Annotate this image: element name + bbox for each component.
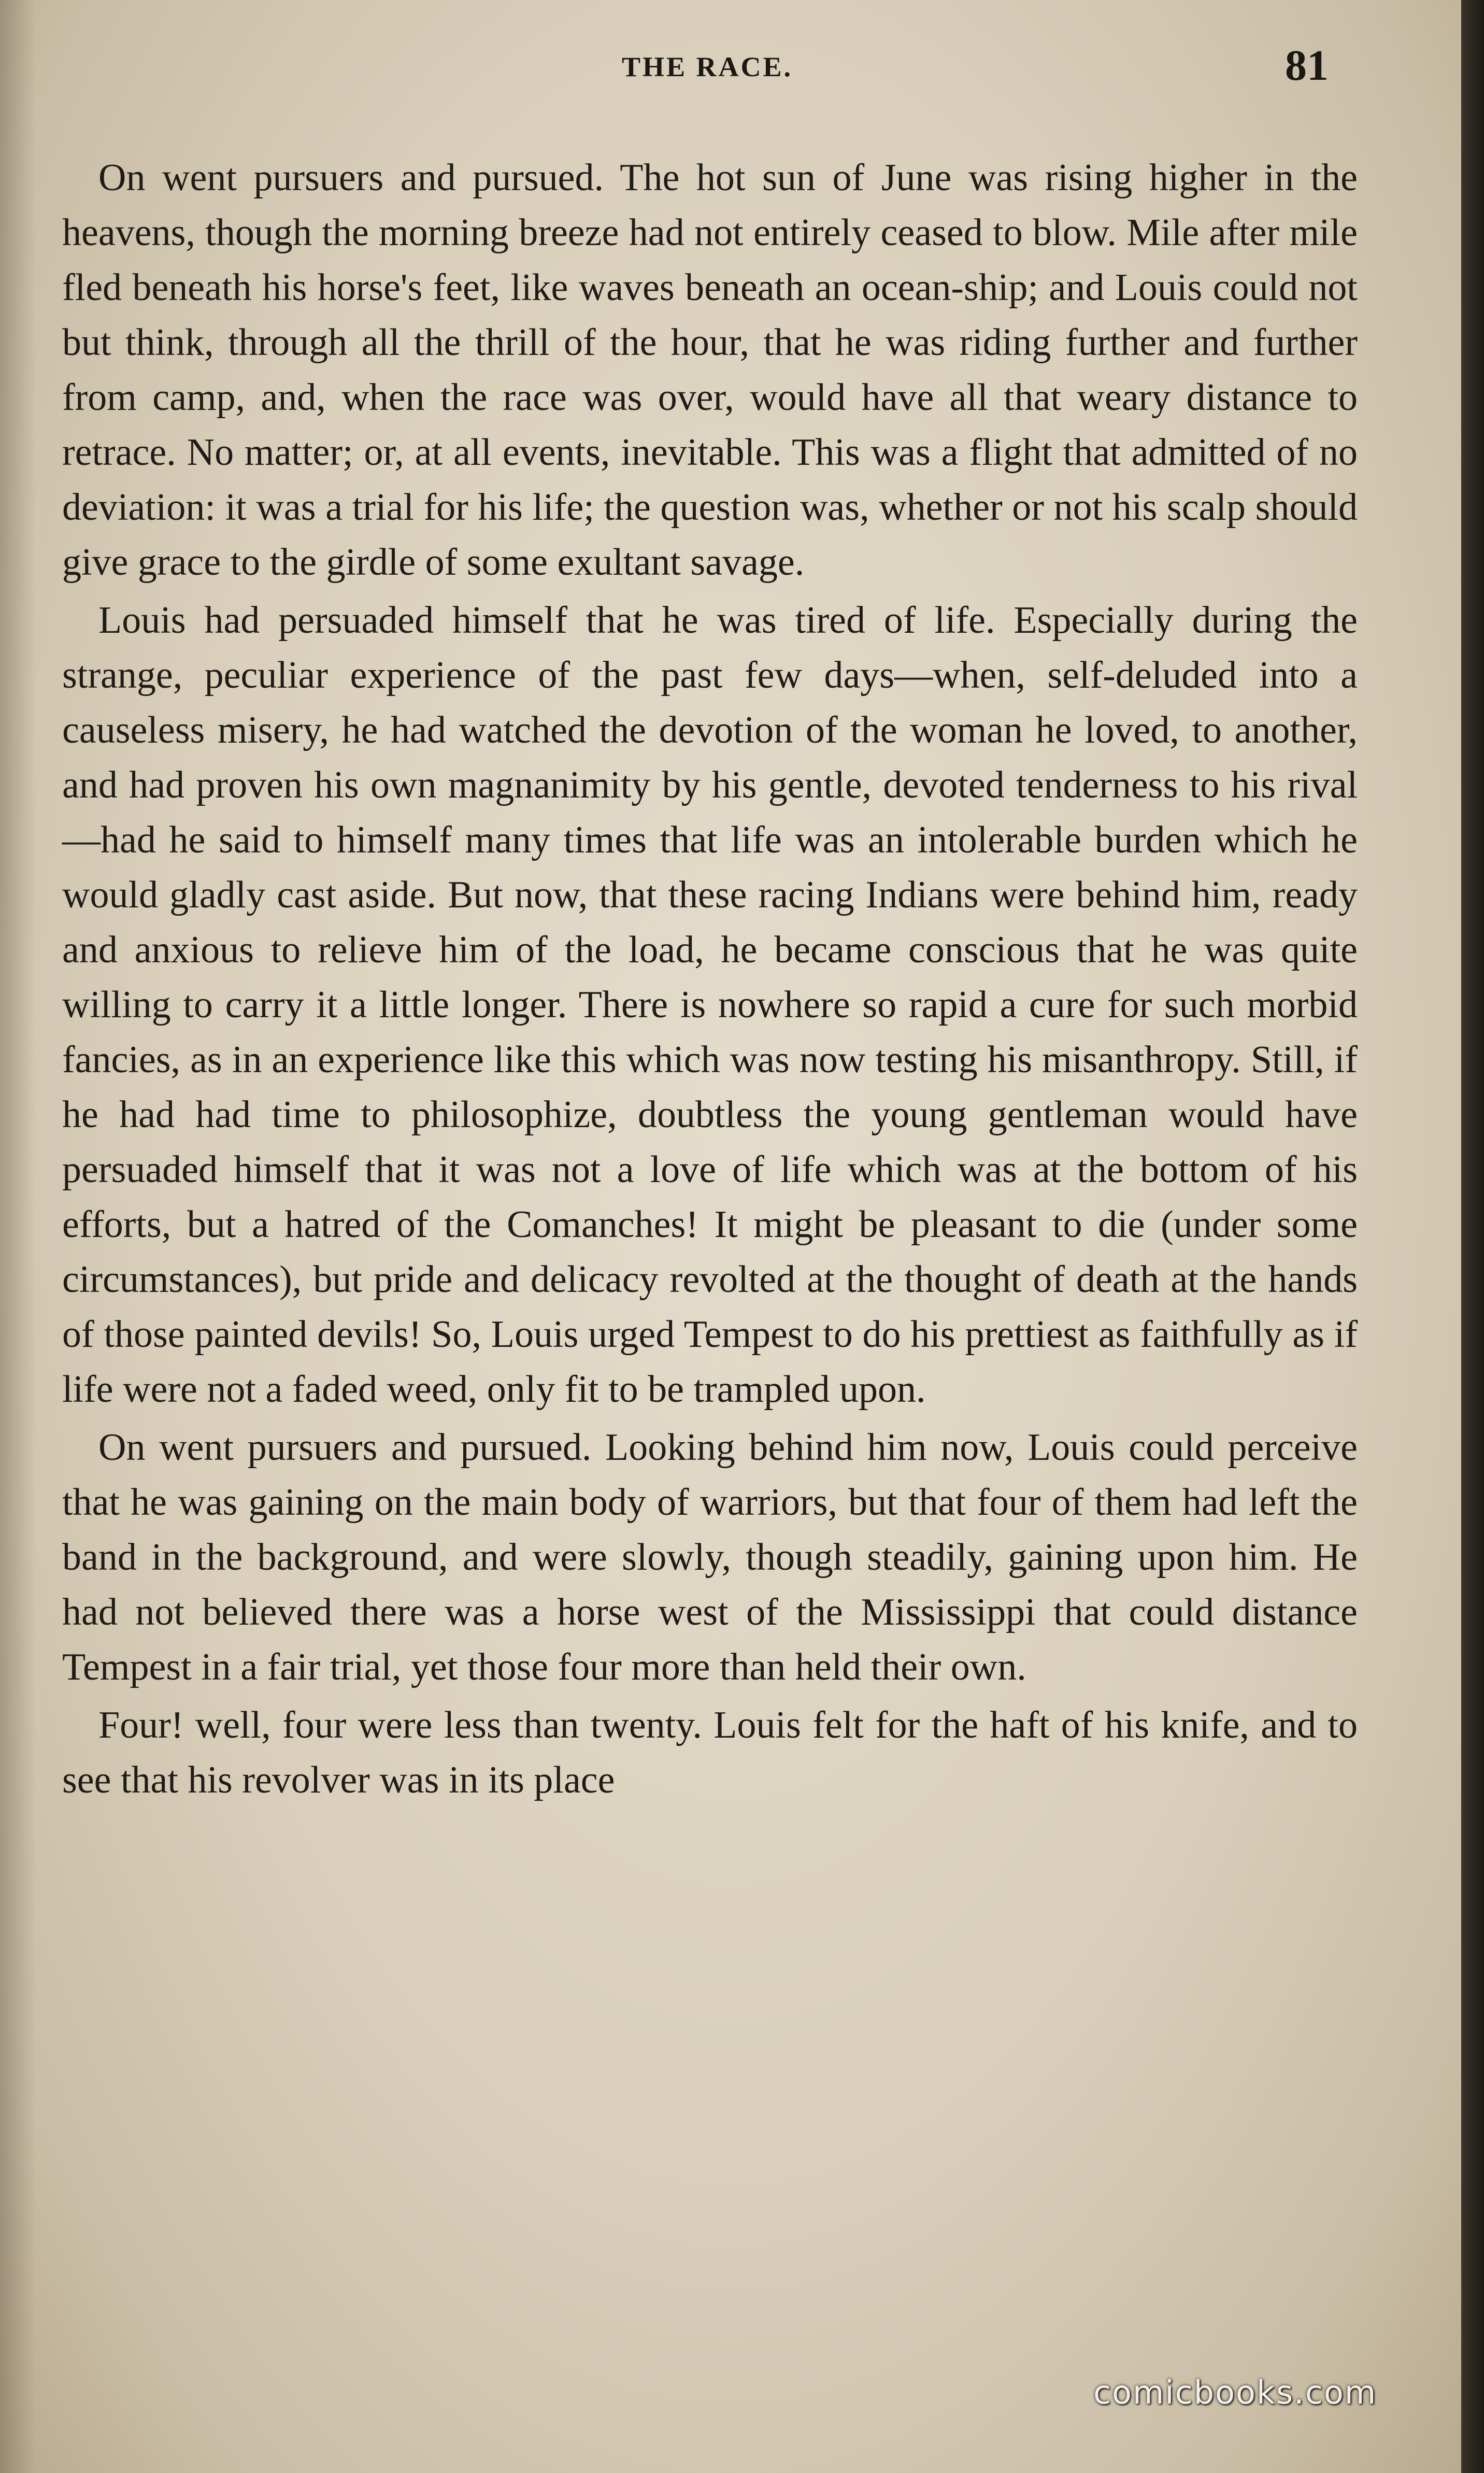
paragraph-2: Louis had persuaded himself that he was tired of life. Especially during the strange, peculiar experience of the past few days—when, self-deluded into a causeless misery, he had watched the devotion of the woman he loved, to another, and had proven his own magnanimity by his gentle, devoted tenderness to his rival—had he said to himself many times that life was an intolerable burden which he would gladly cast aside. But now, that these racing Indians were behind him, ready and anxious to relieve him of the load, he became conscious that he was quite willing to carry it a little longer. There is nowhere so rapid a cure for such morbid fancies, as in an experience like this which was now testing his misanthropy. Still, if he had had time to philosophize, doubtless the young gentleman would have persuaded himself that it was not a love of life which was at the bottom of his efforts, but a hatred of the Comanches! It might be pleasant to die (under some circumstances), but pride and delicacy revolted at the thought of death at the hands of those painted devils! So, Louis urged Tempest to do his prettiest as faithfully as if life were not a faded weed, only fit to be trampled upon. xyxy=(62,599,1358,1411)
paragraph-4: Four! well, four were less than twenty. Louis felt for the haft of his knife, and to see that his revolver was in its place xyxy=(62,1704,1358,1801)
body-text xyxy=(62,150,1358,1811)
paragraph-3: On went pursuers and pursued. Looking behind him now, Louis could perceive that he was gaining on the main body of warriors, but that four of them had left the band in the background, and were slowly, though steadily, gaining upon him. He had not believed there was a horse west of the Mississippi that could distance Tempest in a fair trial, yet those four more than held their own. xyxy=(62,1426,1358,1688)
watermark-text: comicbooks.com xyxy=(1093,2373,1377,2411)
page-number: 81 xyxy=(1285,41,1329,90)
running-title: THE RACE. xyxy=(622,51,793,82)
paragraph-1: On went pursuers and pursued. The hot sun of June was rising higher in the heavens, though the morning breeze had not entirely ceased to blow. Mile after mile fled beneath his horse's feet, like waves beneath an ocean-ship; and Louis could not but think, through all the thrill of the hour, that he was riding further and further from camp, and, when the race was over, would have all that weary distance to retrace. No matter; or, at all events, inevitable. This was a flight that admitted of no deviation: it was a trial for his life; the question was, whether or not his scalp should give grace to the girdle of some exultant savage. xyxy=(62,157,1358,584)
running-head xyxy=(0,40,1461,97)
book-spine-shadow xyxy=(1461,0,1484,2473)
